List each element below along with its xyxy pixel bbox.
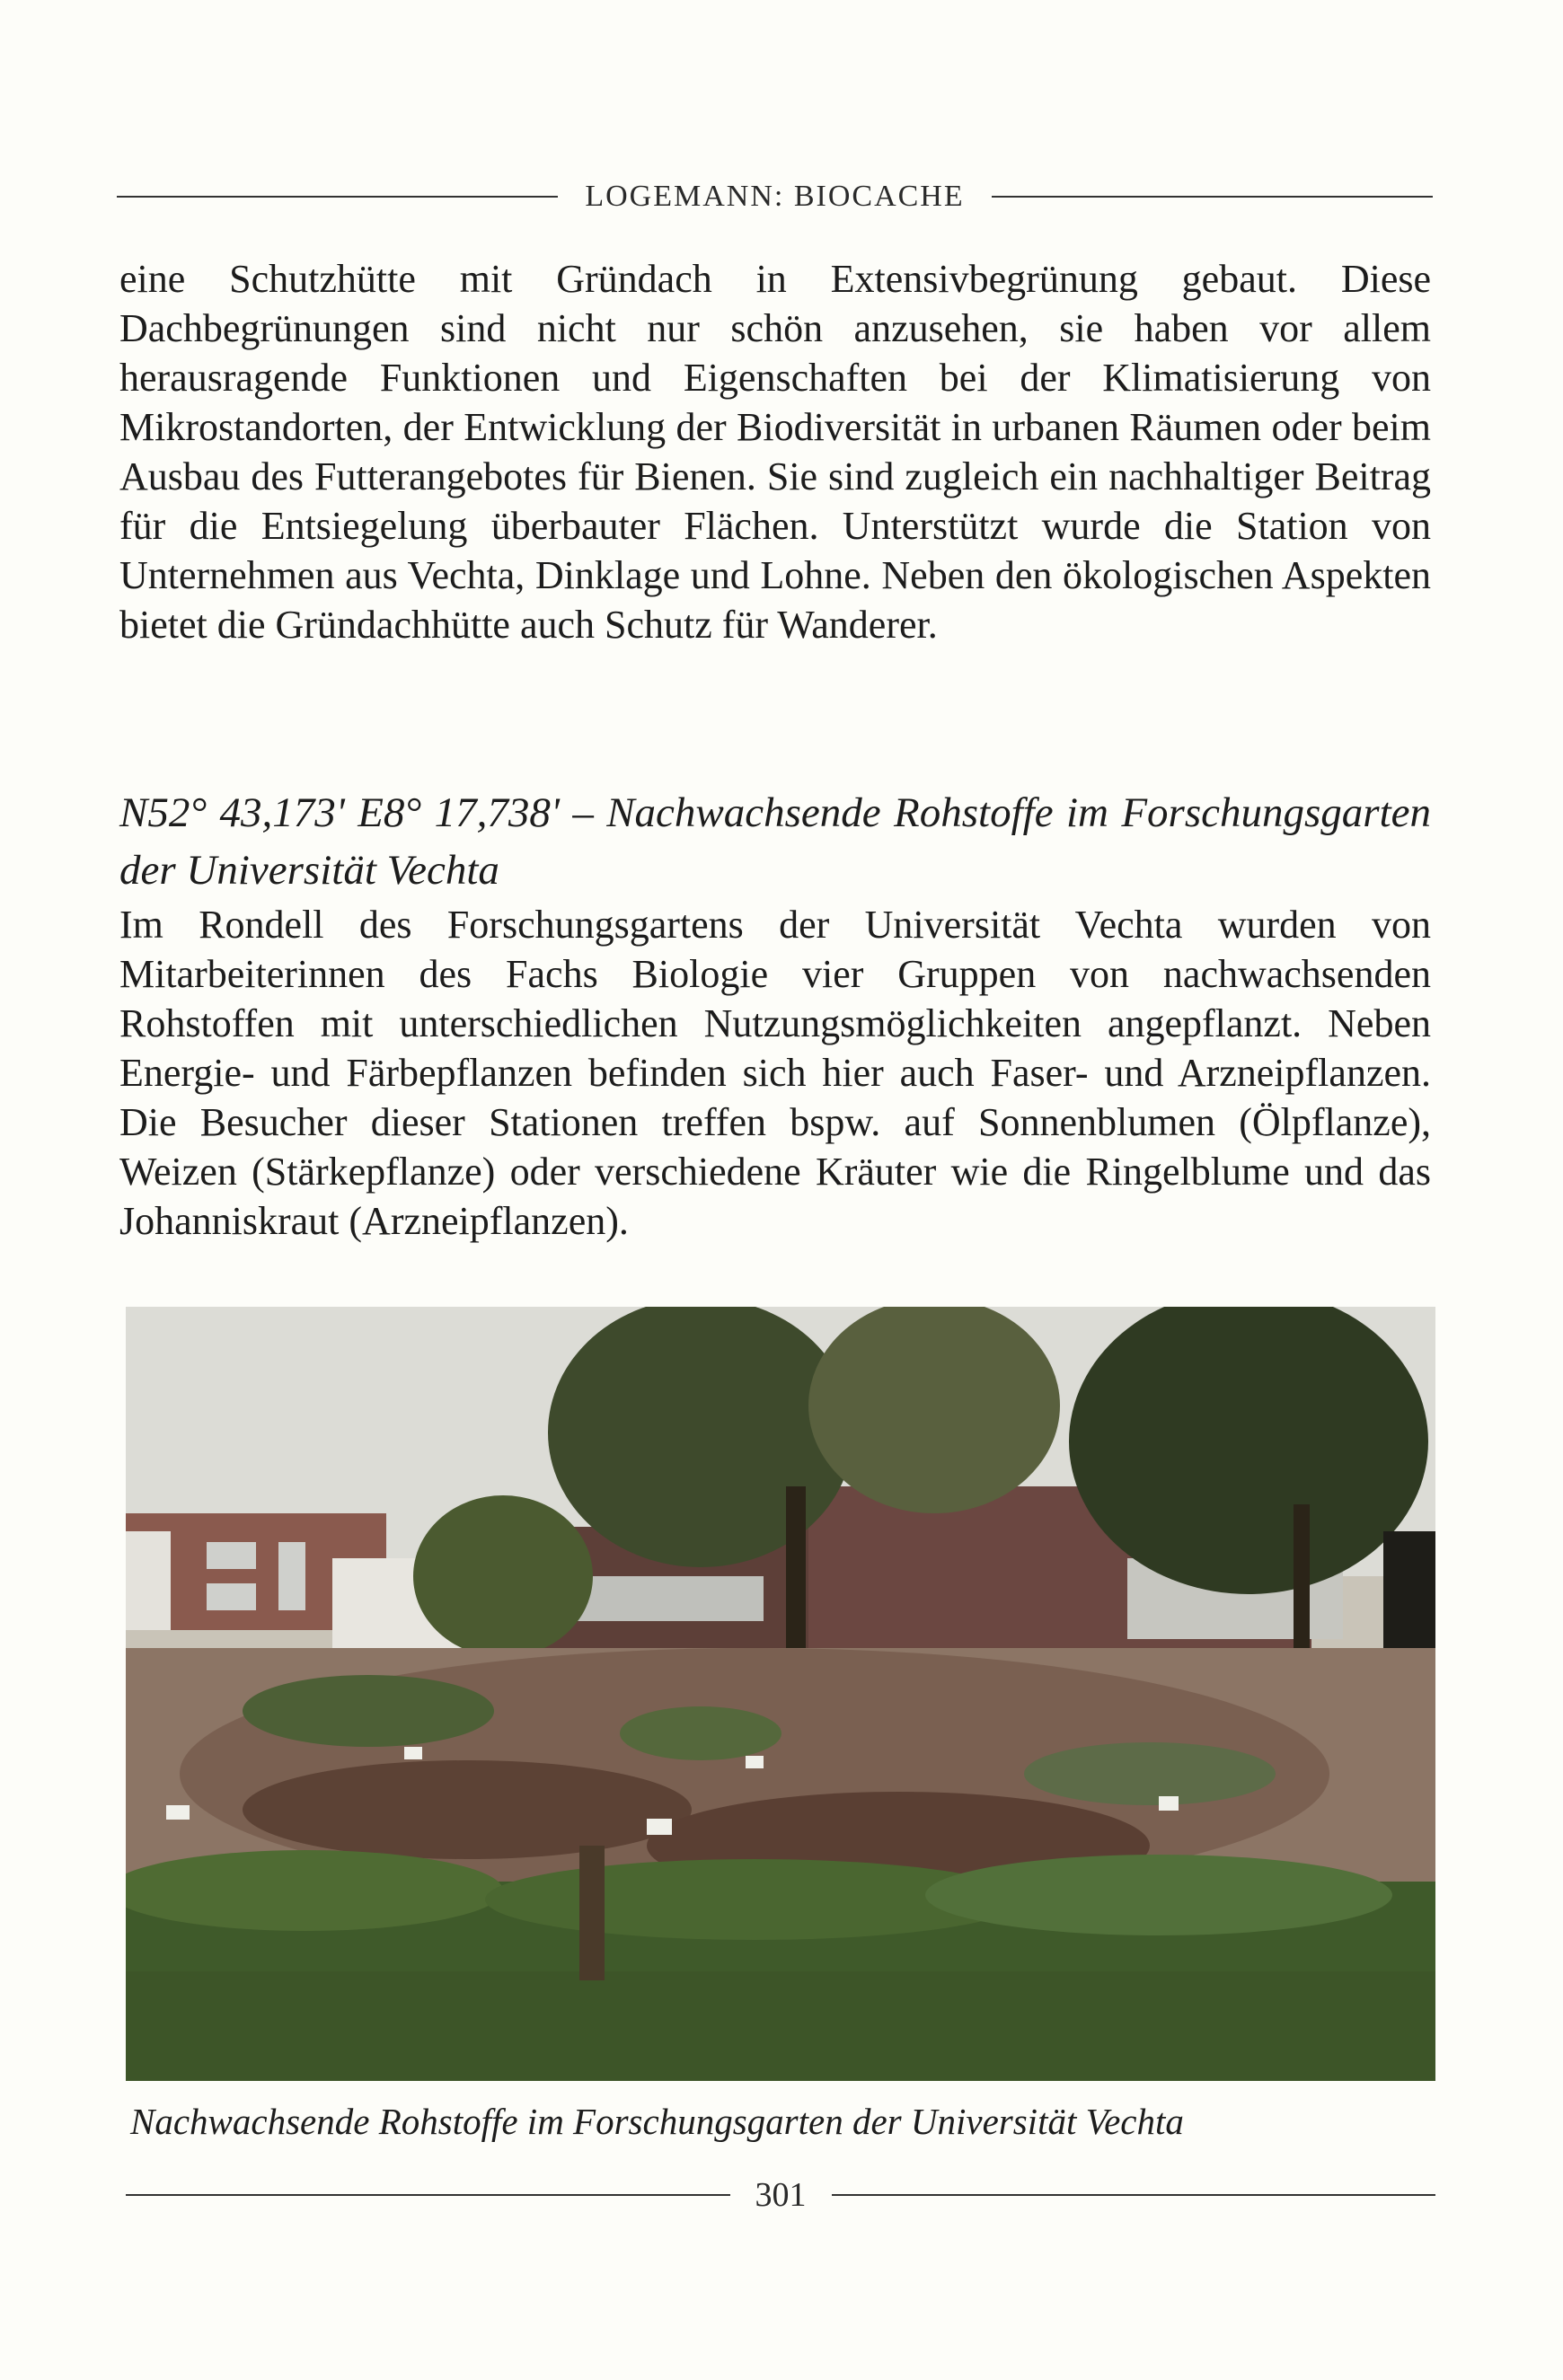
body-paragraph-1: eine Schutzhütte mit Gründach in Extensivbegrünung gebaut. Diese Dachbegrünungen sind nicht nur schön anzusehen, sie haben vor allem herausragende Funktionen und Eigenschaften bei der Klimatisierung von Mikrostandorten, der Entwicklung der Biodiversität in urbanen Räumen oder beim Ausbau des Futterangebotes für Bienen. Sie sind zugleich ein nachhaltiger Beitrag für die Entsiegelung überbauter Flächen. Unterstützt wurde die Station von Unternehmen aus Vechta, Dinklage und Lohne. Neben den ökologischen Aspekten bietet die Gründachhütte auch Schutz für Wanderer. (119, 257, 1431, 647)
header-rule-left (117, 196, 558, 198)
running-head (117, 180, 1433, 214)
header-rule-right (992, 196, 1433, 198)
body-paragraph-2: Im Rondell des Forschungsgartens der Universität Vechta wurden von Mitarbeiterinnen des Fachs Biologie vier Gruppen von nachwachsenden Rohstoffen mit unterschiedlichen Nutzungsmöglichkeiten angepflanzt. Neben Energie- und Färbepflanzen befinden sich hier auch Faser- und Arzneipflanzen. Die Besucher dieser Stationen treffen bspw. auf Sonnenblumen (Ölpflanze), Weizen (Stärkepflanze) oder verschiedene Kräuter wie die Ringelblume und das Johanniskraut (Arzneipflanzen). (119, 903, 1431, 1243)
page-footer (126, 2175, 1435, 2215)
footer-rule-right (832, 2194, 1436, 2196)
running-head-title: LOGEMANN: BIOCACHE (585, 180, 965, 213)
page-number: 301 (755, 2176, 807, 2214)
footer-rule-left (126, 2194, 730, 2196)
garden-photo (126, 1307, 1435, 2081)
section-heading: N52° 43,173' E8° 17,738' – Nachwachsende Rohstoffe im Forschungsgarten der Universität Vechta (119, 789, 1431, 894)
figure-caption: Nachwachsende Rohstoffe im Forschungsgarten der Universität Vechta (130, 2101, 1184, 2142)
